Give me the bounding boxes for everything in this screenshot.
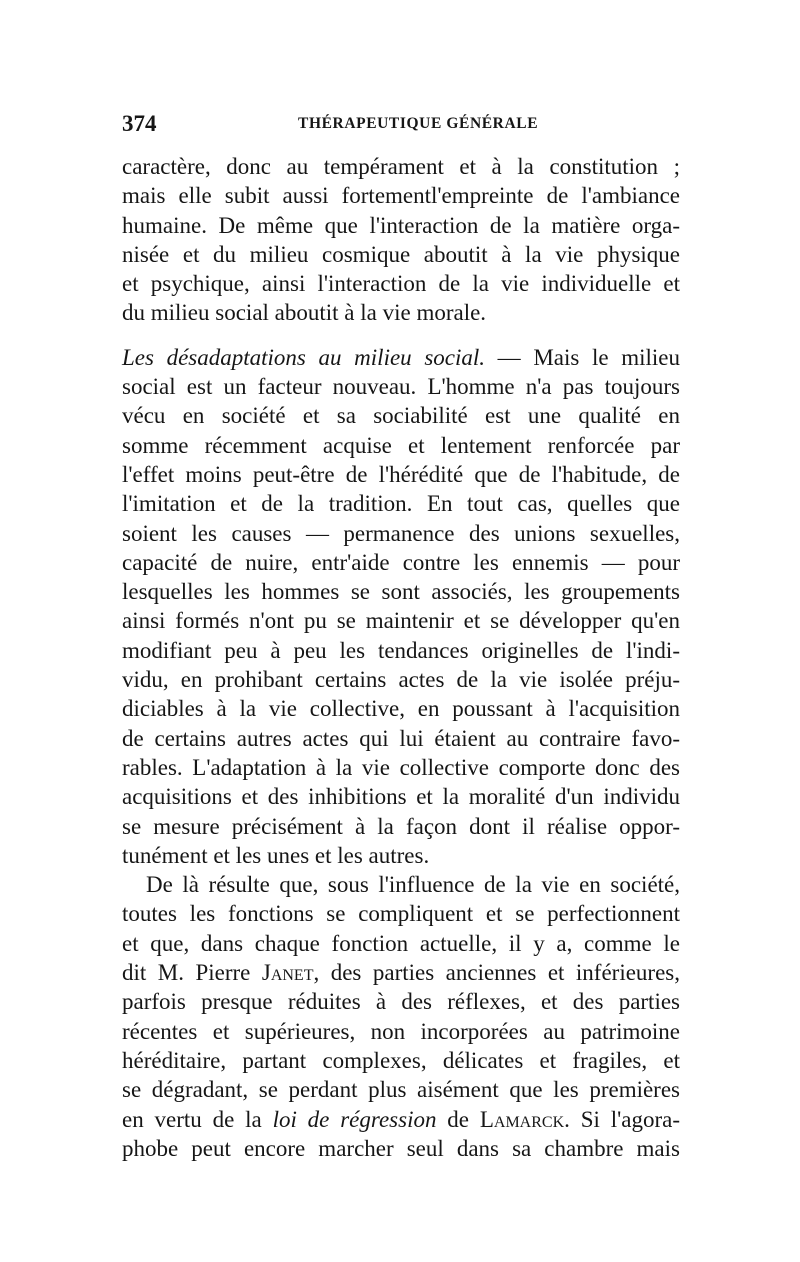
paragraph-1 [122, 152, 680, 328]
text-line: humaine. De même que l'interaction de la matière orga- [122, 212, 680, 238]
text-line [122, 1105, 680, 1134]
running-title: THÉRAPEUTIQUE GÉNÉRALE [298, 115, 539, 132]
text-line: tunément et les unes et les autres. [122, 842, 430, 868]
text-line: lesquelles les hommes se sont associés, les groupements [122, 579, 680, 605]
text-line: modifiant peu à peu les tendances originelles de l'indi- [122, 637, 680, 663]
text-line: héréditaire, partant complexes, délicates et fragiles, et [122, 1047, 680, 1073]
text-line: mais elle subit aussi fortementl'empreinte de l'ambiance [122, 183, 680, 209]
text-line: se mesure précisément à la façon dont il réalise oppor- [122, 813, 680, 839]
text-line: acquisitions et des inhibitions et la moralité d'un individu [122, 784, 680, 810]
text-line: De là résulte que, sous l'influence de la vie en société, [146, 872, 680, 898]
text-run: , des parties anciennes et inférieures, [313, 960, 680, 986]
page-header [122, 106, 682, 142]
law-name: loi de régression [272, 1106, 437, 1132]
text-line: de certains autres actes qui lui étaient au contraire favo- [122, 725, 680, 751]
text-line: toutes les fonctions se compliquent et se perfectionnent [122, 901, 680, 927]
paragraph-3 [122, 870, 680, 1163]
text-run: de [436, 1106, 480, 1132]
body-text [122, 152, 680, 1163]
text-run: dit M. Pierre [122, 960, 262, 986]
text-line: se dégradant, se perdant plus aisément que les premières [122, 1077, 680, 1103]
section-heading: Les désadaptations au milieu social. [122, 344, 486, 370]
text-line: et psychique, ainsi l'interaction de la vie individuelle et [122, 271, 680, 297]
text-line: et que, dans chaque fonction actuelle, il y a, comme le [122, 930, 680, 956]
text-line: caractère, donc au tempérament et à la constitution ; [122, 154, 680, 179]
text-line: nisée et du milieu cosmique aboutit à la vie physique [122, 241, 680, 267]
text-line: diciables à la vie collective, en poussant à l'acquisition [122, 696, 680, 722]
author-name-lamarck: Lamarck [479, 1106, 565, 1132]
text-line: capacité de nuire, entr'aide contre les ennemis — pour [122, 549, 680, 575]
text-line: rables. L'adaptation à la vie collective comporte donc des [122, 754, 680, 780]
text-line: somme récemment acquise et lentement renforcée par [122, 432, 680, 458]
text-line: social est un facteur nouveau. L'homme n'a pas toujours [122, 374, 680, 400]
page-number: 374 [122, 111, 157, 136]
text-line: vidu, en prohibant certains actes de la vie isolée préju- [122, 667, 680, 693]
text-line [122, 343, 680, 372]
heading-continuation: — Mais le milieu [485, 344, 680, 370]
text-line: récentes et supérieures, non incorporées au patrimoine [122, 1018, 680, 1044]
text-line: ainsi formés n'ont pu se maintenir et se développer qu'en [122, 608, 680, 634]
text-line: du milieu social aboutit à la vie morale. [122, 300, 487, 326]
author-name-janet: Janet [261, 960, 314, 986]
paragraph-2 [122, 343, 680, 870]
text-line: soient les causes — permanence des unions sexuelles, [122, 520, 680, 546]
text-line: phobe peut encore marcher seul dans sa chambre mais [122, 1135, 680, 1161]
text-line: parfois presque réduites à des réflexes, et des parties [122, 989, 680, 1015]
text-line: vécu en société et sa sociabilité est une qualité en [122, 403, 680, 429]
text-run: en vertu de la [122, 1106, 273, 1132]
text-line [122, 958, 680, 987]
text-line: l'imitation et de la tradition. En tout cas, quelles que [122, 491, 680, 517]
text-run: . Si l'agora- [564, 1106, 680, 1132]
text-line: l'effet moins peut-être de l'hérédité que de l'habitude, de [122, 461, 680, 487]
